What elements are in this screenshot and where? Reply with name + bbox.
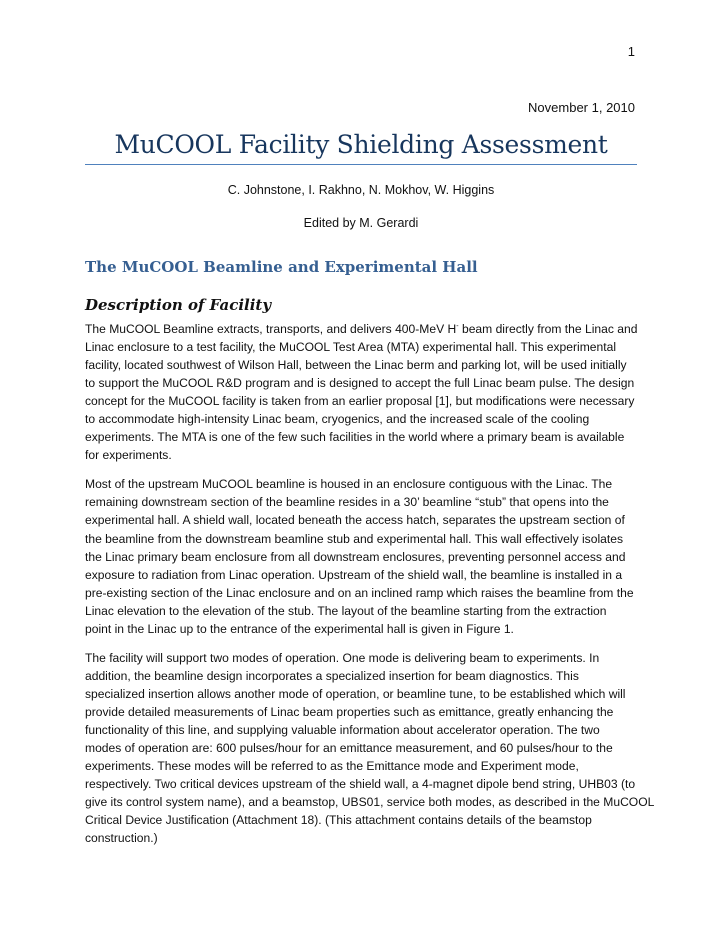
paragraph-line: experimental hall. A shield wall, located beneath the access hatch, separates the upstream section of (85, 513, 625, 528)
paragraph-line: to accommodate high-intensity Linac beam, cryogenics, and the increased scale of the cooling (85, 412, 590, 427)
paragraph-line: remaining downstream section of the beamline resides in a 30’ beamline “stub” that opens into the (85, 495, 609, 510)
document-title: MuCOOL Facility Shielding Assessment (114, 130, 608, 159)
page-number: 1 (627, 44, 635, 59)
paragraph-line: addition, the beamline design incorporates a specialized insertion for beam diagnostics. This (85, 668, 579, 683)
paragraph-line: provide detailed measurements of Linac beam properties such as emittance, greatly enhancing the (85, 704, 614, 719)
document-date: November 1, 2010 (528, 100, 635, 115)
paragraph-line: point in the Linac up to the entrance of the experimental hall is given in Figure 1. (85, 621, 514, 636)
paragraph-line: concept for the MuCOOL facility is taken from an earlier proposal [1], but modifications were necessary (85, 394, 635, 409)
paragraph-line: The facility will support two modes of operation. One mode is delivering beam to experiments. In (85, 650, 600, 665)
paragraph-line: for experiments. (85, 448, 172, 463)
paragraph-line: The MuCOOL Beamline extracts, transports, and delivers 400-MeV H- beam directly from the Linac and (85, 322, 638, 336)
paragraph-line: exposure to radiation from Linac operation. Upstream of the shield wall, the beamline is installed in a (85, 567, 623, 582)
paragraph-line: respectively. Two critical devices upstream of the shield wall, a 4-magnet dipole bend string, UHB03 (to (85, 777, 636, 792)
title-rule (85, 164, 637, 165)
paragraph-1 (85, 320, 637, 464)
paragraph-line: specialized insertion allows another mode of operation, or beamline tune, to be established which will (85, 686, 626, 701)
paragraph-line: modes of operation are: 600 pulses/hour for an emittance measurement, and 60 pulses/hour to the (85, 741, 613, 756)
paragraph-line: Linac elevation to the elevation of the stub. The layout of the beamline starting from the extraction (85, 603, 607, 618)
paragraph-line: Linac enclosure to a test facility, the MuCOOL Test Area (MTA) experimental hall. This experimental (85, 340, 617, 355)
paragraph-line: Most of the upstream MuCOOL beamline is housed in an enclosure contiguous with the Linac. The (85, 477, 613, 492)
paragraph-line: the beamline from the downstream beamline stub and experimental hall. This wall effectively isolates (85, 531, 624, 546)
body-text (85, 320, 655, 858)
paragraph-line: construction.) (85, 831, 158, 846)
paragraph-line: experiments. The MTA is one of the few such facilities in the world where a primary beam is available (85, 430, 625, 445)
authors: C. Johnstone, I. Rakhno, N. Mokhov, W. Higgins (227, 183, 495, 197)
paragraph-line: Critical Device Justification (Attachment 18). (This attachment contains details of the beamstop (85, 813, 592, 828)
superscript-minus: - (456, 323, 459, 330)
paragraph-2 (85, 475, 637, 637)
paragraph-line: functionality of this line, and supplying valuable information about accelerator operation. The two (85, 722, 600, 737)
paragraph-line: to support the MuCOOL R&D program and is designed to accept the full Linac beam pulse. The design (85, 376, 635, 391)
paragraph-3 (85, 649, 655, 848)
section-heading: The MuCOOL Beamline and Experimental Hall (85, 258, 478, 276)
editor-credit: Edited by M. Gerardi (303, 216, 419, 230)
paragraph-line: give its control system name), and a beamstop, UBS01, service both modes, as described in the MuCOOL (85, 795, 655, 810)
paragraph-line: pre-existing section of the Linac enclosure and on an inclined ramp which raises the beamline from the (85, 585, 634, 600)
paragraph-line: the Linac primary beam enclosure from all downstream enclosures, preventing personnel access and (85, 549, 626, 564)
paragraph-line: experiments. These modes will be referred to as the Emittance mode and Experiment mode, (85, 759, 579, 774)
paragraph-line: facility, located southwest of Wilson Hall, between the Linac berm and parking lot, will be used initially (85, 358, 627, 373)
subsection-heading: Description of Facility (85, 296, 272, 314)
